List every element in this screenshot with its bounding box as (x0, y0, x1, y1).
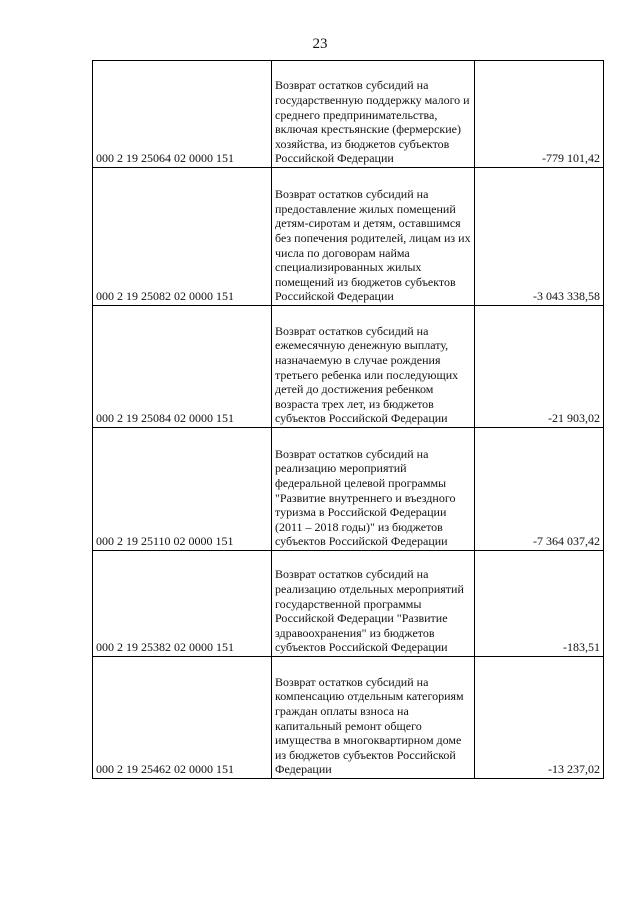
amount-cell: -21 903,02 (475, 306, 604, 428)
table-row (93, 61, 604, 168)
description-cell: Возврат остатков субсидий на компенсацию отдельным категориям граждан оплаты взноса на капитальный ремонт общего имущества в многоквартирном доме из бюджетов субъектов Российской Федерации (272, 657, 475, 779)
budget-code-cell: 000 2 19 25064 02 0000 151 (93, 61, 272, 168)
table-row (93, 168, 604, 306)
amount-cell: -779 101,42 (475, 61, 604, 168)
amount-cell: -3 043 338,58 (475, 168, 604, 306)
amount-cell: -13 237,02 (475, 657, 604, 779)
budget-code-cell: 000 2 19 25462 02 0000 151 (93, 657, 272, 779)
page-number: 23 (312, 36, 328, 52)
table-row (93, 657, 604, 779)
table-row (93, 551, 604, 657)
description-cell: Возврат остатков субсидий на предоставление жилых помещений детям-сиротам и детям, оставшимся без попечения родителей, лицам из их числа по договорам найма специализированных жилых помещений из бюджетов субъектов Российской Федерации (272, 168, 475, 306)
amount-cell: -183,51 (475, 551, 604, 657)
description-cell: Возврат остатков субсидий на государственную поддержку малого и среднего предпринимательства, включая крестьянские (фермерские) хозяйства, из бюджетов субъектов Российской Федерации (272, 61, 475, 168)
budget-code-cell: 000 2 19 25084 02 0000 151 (93, 306, 272, 428)
description-cell: Возврат остатков субсидий на ежемесячную денежную выплату, назначаемую в случае рождения третьего ребенка или последующих детей до достижения ребенком возраста трех лет, из бюджетов субъектов Российской Федерации (272, 306, 475, 428)
table-row (93, 306, 604, 428)
budget-code-cell: 000 2 19 25082 02 0000 151 (93, 168, 272, 306)
budget-code-cell: 000 2 19 25110 02 0000 151 (93, 428, 272, 551)
description-cell: Возврат остатков субсидий на реализацию мероприятий федеральной целевой программы "Развитие внутреннего и въездного туризма в Российской Федерации (2011 – 2018 годы)" из бюджетов субъектов Российской Федерации (272, 428, 475, 551)
budget-code-cell: 000 2 19 25382 02 0000 151 (93, 551, 272, 657)
description-cell: Возврат остатков субсидий на реализацию отдельных мероприятий государственной программы Российской Федерации "Развитие здравоохранения" из бюджетов субъектов Российской Федерации (272, 551, 475, 657)
budget-table (92, 60, 604, 779)
amount-cell: -7 364 037,42 (475, 428, 604, 551)
table-row (93, 428, 604, 551)
